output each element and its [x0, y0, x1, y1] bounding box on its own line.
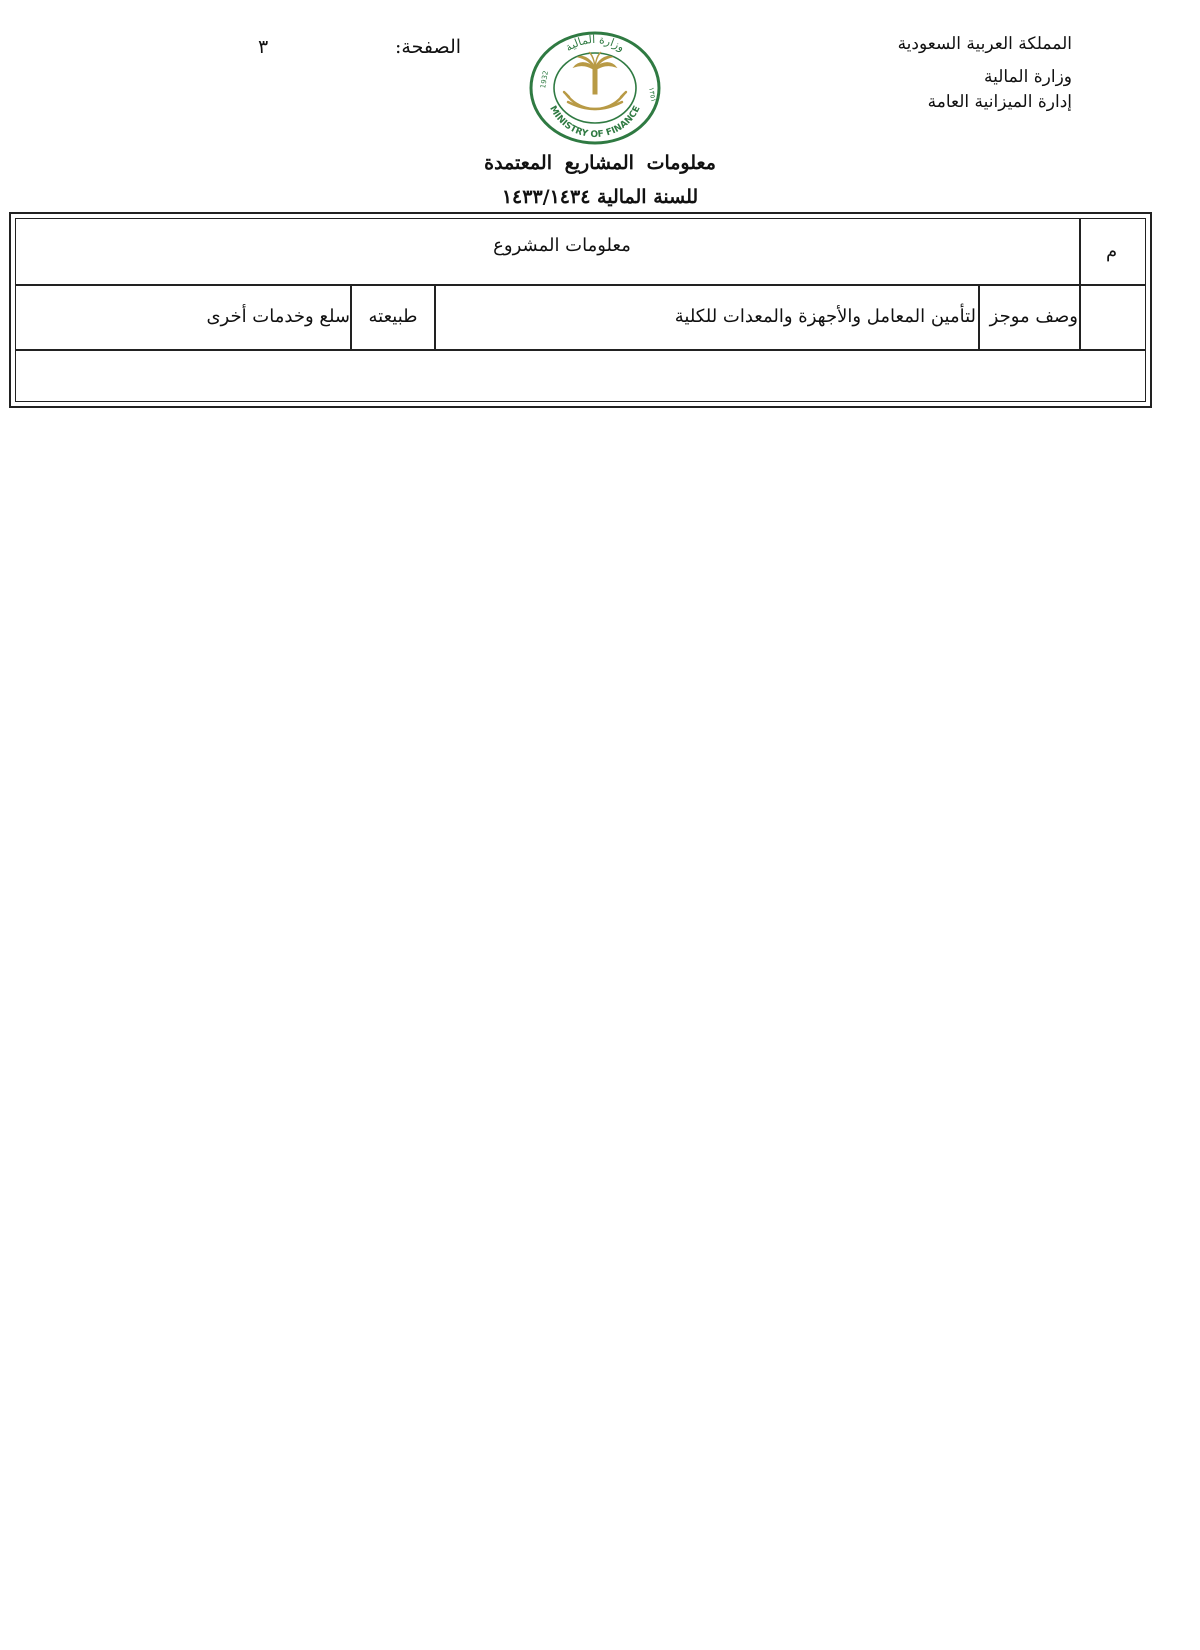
row-divider [16, 349, 1145, 351]
nature-label: طبيعته [368, 306, 418, 327]
page-label: الصفحة: [395, 36, 462, 58]
org-line-department: إدارة الميزانية العامة [927, 92, 1072, 112]
brief-description-value: لتأمين المعامل والأجهزة والمعدات للكلية [674, 306, 976, 327]
section-header: معلومات المشروع [493, 235, 631, 256]
index-header: م [1106, 241, 1118, 262]
crossed-swords-icon [564, 92, 626, 109]
org-line-kingdom: المملكة العربية السعودية [897, 34, 1072, 54]
nature-value: سلع وخدمات أخرى [206, 306, 350, 327]
index-column-divider [1079, 219, 1081, 349]
table-inner-border [15, 218, 1146, 402]
brief-description-label: وصف موجز [989, 306, 1078, 327]
svg-text:وزارة المالية: وزارة المالية [562, 32, 628, 55]
palm-tree-icon [574, 52, 616, 94]
ministry-seal-logo [526, 30, 664, 146]
svg-text:MINISTRY OF FINANCE: MINISTRY OF FINANCE [547, 104, 643, 141]
svg-text:1932: 1932 [539, 70, 551, 90]
project-info-table [9, 212, 1152, 408]
document-title: معلومات المشاريع المعتمدة [484, 152, 716, 174]
svg-text:١٣٥١: ١٣٥١ [647, 86, 658, 103]
org-line-ministry: وزارة المالية [984, 67, 1072, 87]
page-number: ٣ [258, 36, 269, 58]
row-divider [16, 284, 1145, 286]
document-subtitle: للسنة المالية ١٤٣٣/١٤٣٤ [501, 186, 699, 208]
